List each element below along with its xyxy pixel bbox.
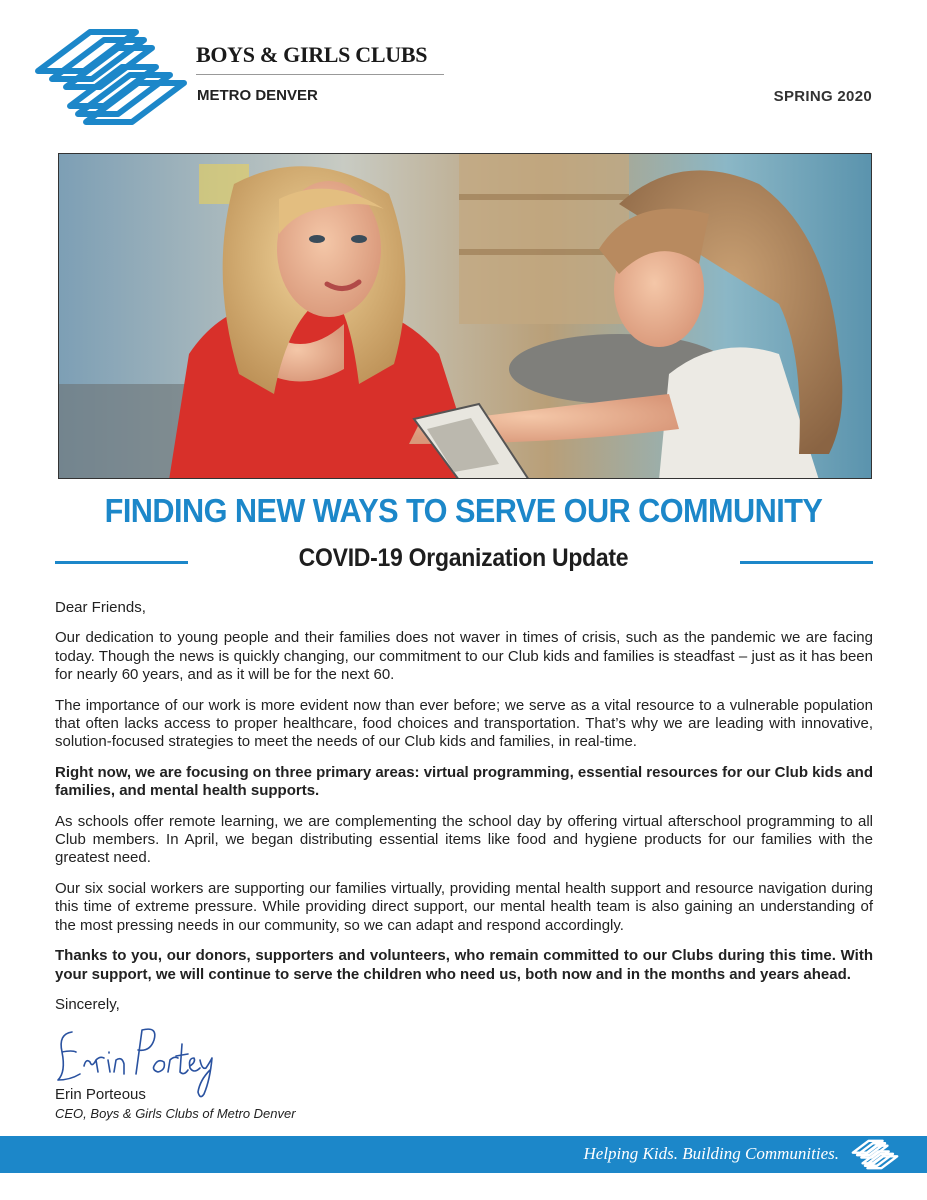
letter-body — [55, 599, 873, 1026]
letter-paragraph-bold: Thanks to you, our donors, supporters and volunteers, who remain committed to our Clubs during this time. With your support, we will continue to serve the children who need us, both now and in the months and years ahead. — [55, 947, 873, 983]
hero-photo — [58, 153, 872, 479]
subheadline: COVID-19 Organization Update — [298, 544, 629, 572]
letter-paragraph: The importance of our work is more evident now than ever before; we serve as a vital resource to a vulnerable population that often lacks access to proper healthcare, food choices and transportation. That’s why we are leading with innovative, solution-focused strategies to meet the needs of our Club kids and families, in real-time. — [55, 696, 873, 751]
signer-name: Erin Porteous — [55, 1086, 146, 1103]
letter-paragraph: As schools offer remote learning, we are complementing the school day by offering virtual afterschool programming to all Club members. In April, we began distributing essential items like food and hygiene products for our families with the greatest need. — [55, 812, 873, 867]
letter-paragraph: Our dedication to young people and their families does not waver in times of crisis, such as the pandemic we are facing today. Though the news is quickly changing, our commitment to our Club kids and families is steadfast – just as it has been for nearly 60 years, and as it will be for the next 60. — [55, 629, 873, 684]
salutation: Dear Friends, — [55, 599, 146, 616]
clasped-hands-logo-icon — [32, 26, 190, 128]
organization-subtitle: METRO DENVER — [197, 87, 318, 104]
closing: Sincerely, — [55, 995, 120, 1013]
issue-date: SPRING 2020 — [773, 88, 872, 105]
clasped-hands-logo-icon — [851, 1139, 899, 1170]
letter-paragraph-bold: Right now, we are focusing on three primary areas: virtual programming, essential resources for our Club kids and families, and mental health supports. — [55, 763, 873, 800]
letter-paragraph: Our six social workers are supporting our families virtually, providing mental health support and resource navigation during this time of extreme pressure. While providing direct support, our mental health team is also gaining an understanding of the most pressing needs in our community, so we can adapt and respond accordingly. — [55, 879, 873, 934]
organization-name: BOYS & GIRLS CLUBS — [196, 42, 444, 75]
footer-bar — [0, 1136, 927, 1173]
signer-title: CEO, Boys & Girls Clubs of Metro Denver — [55, 1106, 296, 1121]
headline: FINDING NEW WAYS TO SERVE OUR COMMUNITY — [104, 492, 823, 529]
footer-tagline: Helping Kids. Building Communities. — [583, 1144, 839, 1163]
